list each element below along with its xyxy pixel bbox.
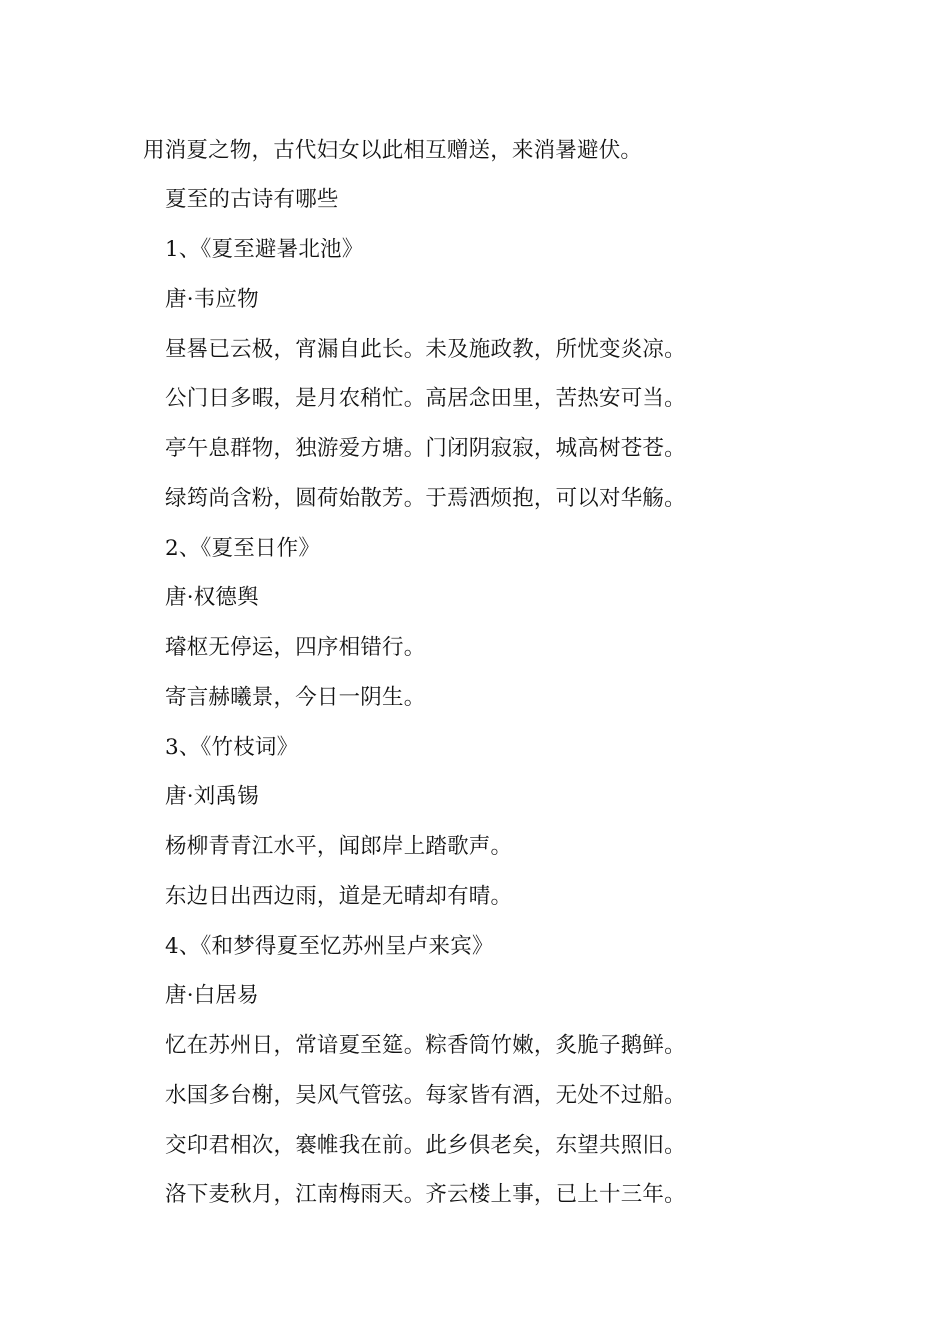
poem-author-2: 唐·权德舆: [165, 585, 259, 610]
poem-line: 昼晷已云极，宵漏自此长。未及施政教，所忧变炎凉。: [165, 337, 686, 362]
poem-author-1: 唐·韦应物: [165, 287, 259, 312]
poem-author-3: 唐·刘禹锡: [165, 784, 259, 809]
poem-line: 璿枢无停运，四序相错行。: [165, 635, 426, 660]
poem-title-4: 4、《和梦得夏至忆苏州呈卢来宾》: [165, 934, 494, 959]
poem-title-2: 2、《夏至日作》: [165, 536, 321, 561]
poem-author-4: 唐·白居易: [165, 983, 259, 1008]
poem-line: 交印君相次，褰帷我在前。此乡俱老矣，东望共照旧。: [165, 1133, 686, 1158]
poem-line: 杨柳青青江水平，闻郎岸上踏歌声。: [165, 834, 513, 859]
poem-title-1: 1、《夏至避暑北池》: [165, 237, 364, 262]
section-heading: 夏至的古诗有哪些: [165, 187, 339, 212]
poem-line: 忆在苏州日，常谙夏至筵。粽香筒竹嫩，炙脆子鹅鲜。: [165, 1033, 686, 1058]
poem-line: 东边日出西边雨，道是无晴却有晴。: [165, 884, 513, 909]
paragraph-continuation: 用消夏之物，古代妇女以此相互赠送，来消暑避伏。: [143, 138, 643, 163]
poem-line: 亭午息群物，独游爱方塘。门闭阴寂寂，城高树苍苍。: [165, 436, 686, 461]
poem-line: 寄言赫曦景，今日一阴生。: [165, 685, 426, 710]
poem-line: 水国多台榭，吴风气管弦。每家皆有酒，无处不过船。: [165, 1083, 686, 1108]
poem-line: 洛下麦秋月，江南梅雨天。齐云楼上事，已上十三年。: [165, 1182, 686, 1207]
poem-line: 绿筠尚含粉，圆荷始散芳。于焉洒烦抱，可以对华觞。: [165, 486, 686, 511]
poem-line: 公门日多暇，是月农稍忙。高居念田里，苦热安可当。: [165, 386, 686, 411]
poem-title-3: 3、《竹枝词》: [165, 735, 299, 760]
